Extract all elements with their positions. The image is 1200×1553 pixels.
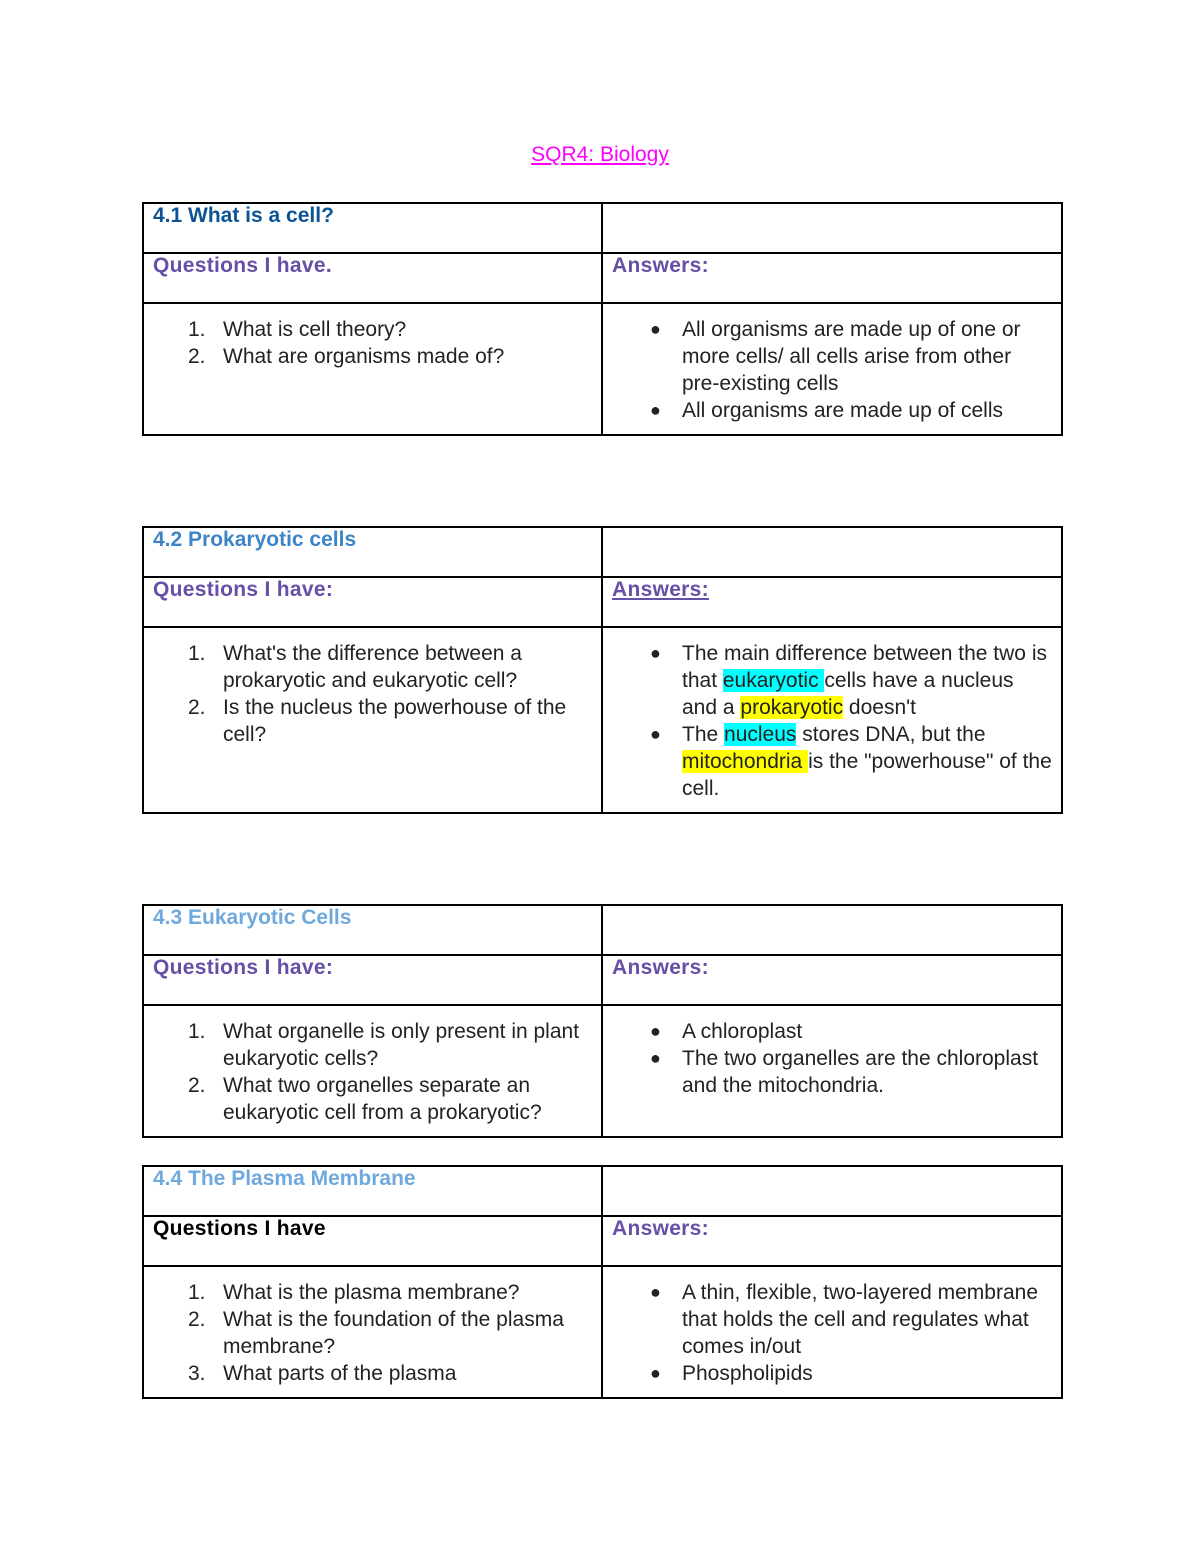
answer-item: ● All organisms are made up of cells xyxy=(650,399,1003,422)
document-title: SQR4: Biology xyxy=(531,143,669,166)
question-item: 2. What are organisms made of? xyxy=(188,345,505,368)
questions-label: Questions I have: xyxy=(143,577,602,627)
answer-item: ● Phospholipids xyxy=(650,1362,813,1385)
question-item: 2. What two organelles separate an eukaryotic cell from a prokaryotic? xyxy=(188,1074,542,1124)
answers-label: Answers: xyxy=(602,253,1062,303)
answer-item: ● The main difference between the two is that eukaryotic cells have a nucleus and a prokaryotic doesn't xyxy=(650,642,1047,719)
answers-cell xyxy=(602,1266,1062,1398)
questions-cell xyxy=(143,1005,602,1137)
empty-cell xyxy=(602,905,1062,955)
answer-item: ● The two organelles are the chloroplast and the mitochondria. xyxy=(650,1047,1039,1097)
answers-label: Answers: xyxy=(602,1216,1062,1266)
answer-item: ● The nucleus stores DNA, but the mitochondria is the "powerhouse" of the cell. xyxy=(650,723,1052,800)
answers-label: Answers: xyxy=(602,577,1062,627)
answers-cell xyxy=(602,1005,1062,1137)
answer-item: ● All organisms are made up of one or more cells/ all cells arise from other pre-existing cells xyxy=(650,318,1021,395)
empty-cell xyxy=(602,203,1062,253)
empty-cell xyxy=(602,527,1062,577)
questions-label: Questions I have xyxy=(143,1216,602,1266)
bullet-icon: ● xyxy=(650,319,661,339)
section-table xyxy=(142,202,1063,436)
section-heading: 4.4 The Plasma Membrane xyxy=(143,1166,602,1216)
bullet-icon: ● xyxy=(650,1048,661,1068)
empty-cell xyxy=(602,1166,1062,1216)
answers-cell xyxy=(602,627,1062,813)
answer-item: ● A thin, flexible, two-layered membrane that holds the cell and regulates what comes in/out xyxy=(650,1281,1039,1358)
section-heading: 4.3 Eukaryotic Cells xyxy=(143,905,602,955)
bullet-icon: ● xyxy=(650,643,661,663)
answers-cell xyxy=(602,303,1062,435)
highlight-prokaryotic: prokaryotic xyxy=(740,696,844,719)
question-item: 1. What organelle is only present in plant eukaryotic cells? xyxy=(188,1020,580,1070)
bullet-icon: ● xyxy=(650,1282,661,1302)
questions-label: Questions I have: xyxy=(143,955,602,1005)
questions-cell xyxy=(143,1266,602,1398)
section-heading: 4.2 Prokaryotic cells xyxy=(143,527,602,577)
question-item: 1. What's the difference between a prokaryotic and eukaryotic cell? xyxy=(188,642,522,692)
questions-cell xyxy=(143,303,602,435)
question-item: 2. What is the foundation of the plasma membrane? xyxy=(188,1308,564,1358)
section-heading: 4.1 What is a cell? xyxy=(143,203,602,253)
section-table xyxy=(142,1165,1063,1399)
highlight-mitochondria: mitochondria xyxy=(682,750,809,773)
highlight-eukaryotic: eukaryotic xyxy=(722,669,825,692)
questions-label: Questions I have. xyxy=(143,253,602,303)
bullet-icon: ● xyxy=(650,1021,661,1041)
section-table xyxy=(142,526,1063,814)
answers-label: Answers: xyxy=(602,955,1062,1005)
questions-cell xyxy=(143,627,602,813)
question-item: 1. What is the plasma membrane? xyxy=(188,1281,520,1304)
question-item: 1. What is cell theory? xyxy=(188,318,407,341)
answer-item: ● A chloroplast xyxy=(650,1020,803,1043)
question-item: 3. What parts of the plasma xyxy=(188,1362,457,1385)
bullet-icon: ● xyxy=(650,1363,661,1383)
bullet-icon: ● xyxy=(650,400,661,420)
bullet-icon: ● xyxy=(650,724,661,744)
question-item: 2. Is the nucleus the powerhouse of the cell? xyxy=(188,696,567,746)
highlight-nucleus: nucleus xyxy=(724,723,797,746)
section-table xyxy=(142,904,1063,1138)
